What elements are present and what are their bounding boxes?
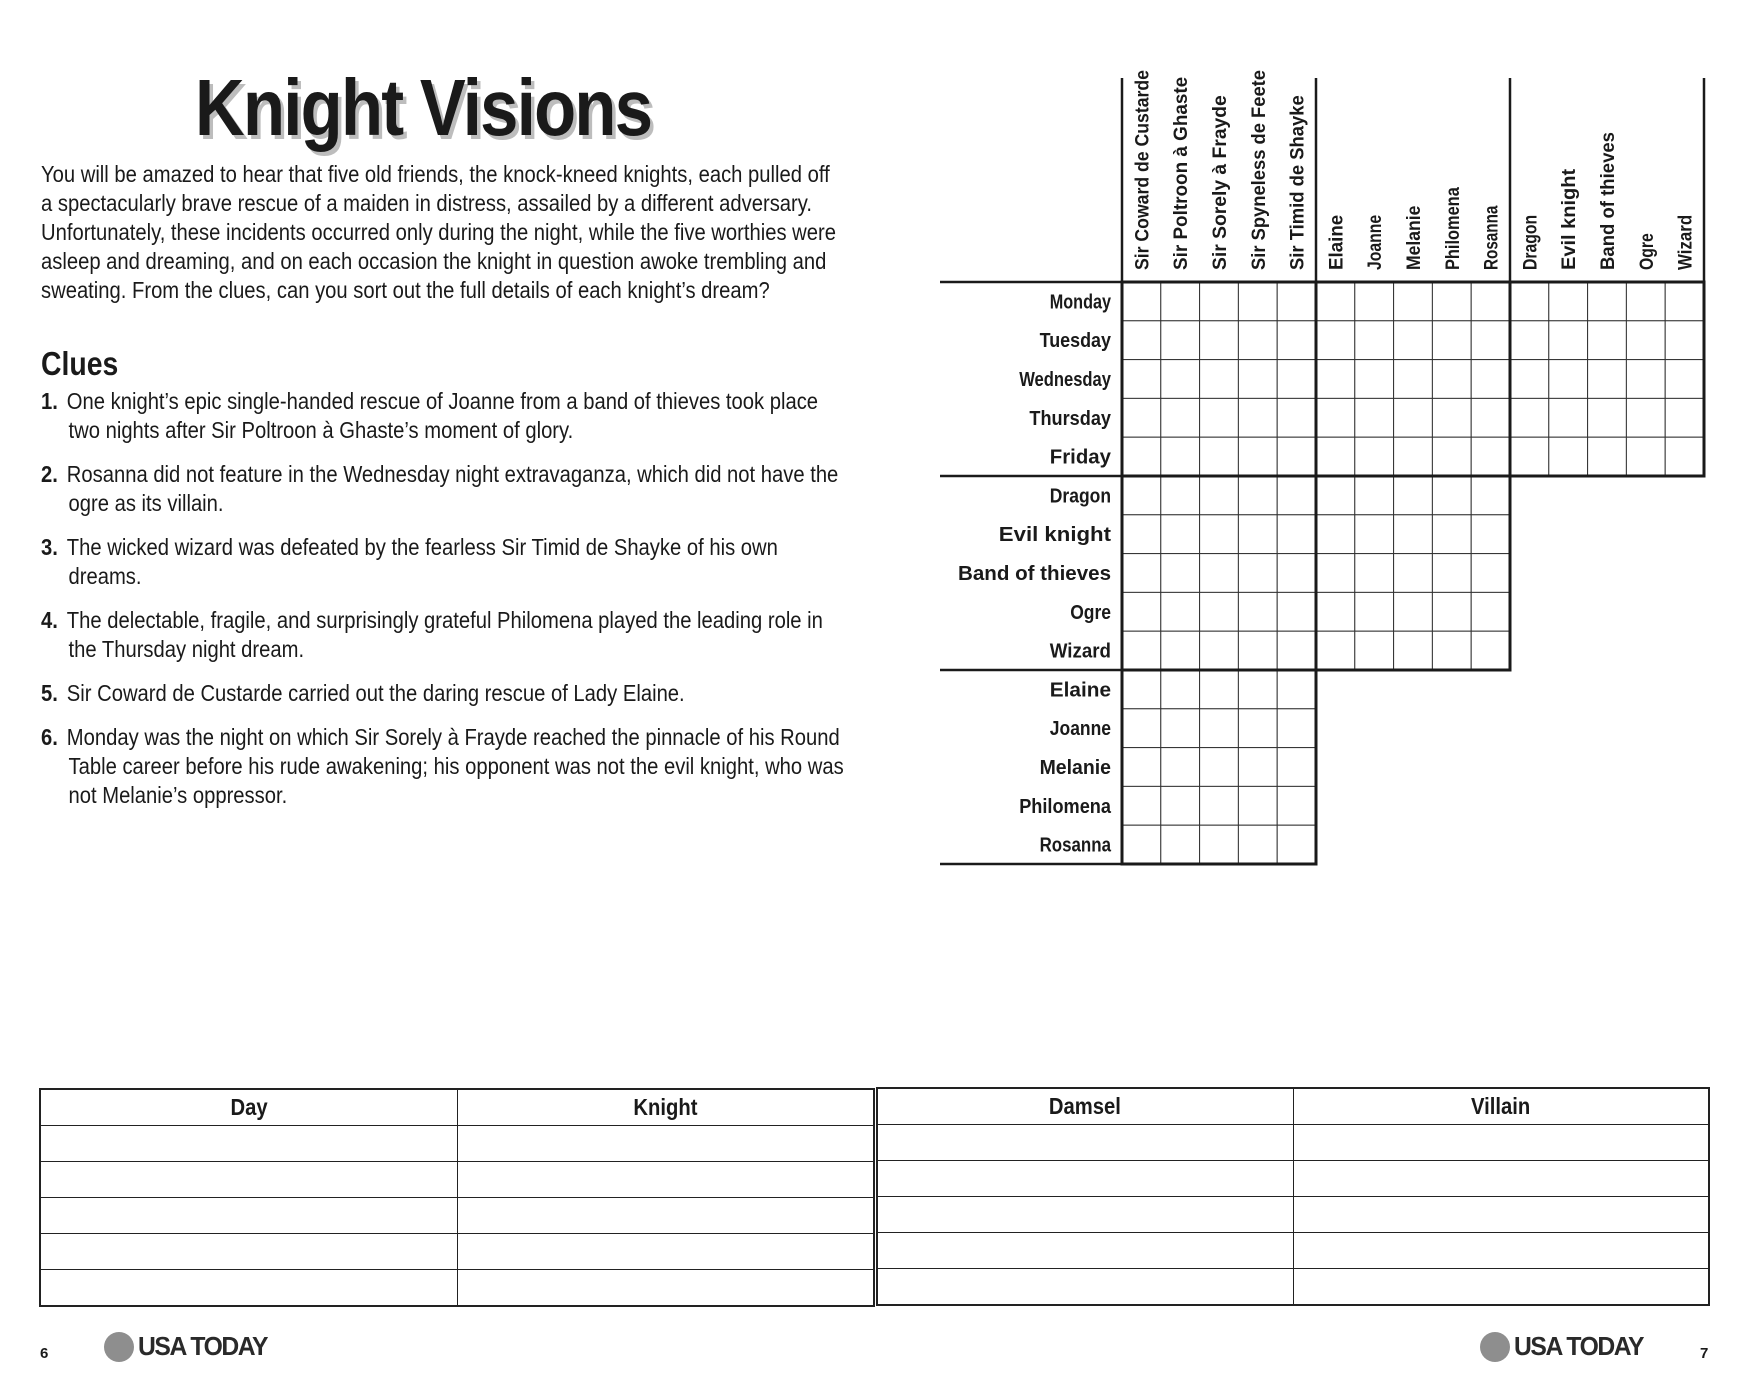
- grid-cell[interactable]: [1355, 592, 1394, 631]
- page-number-right: 7: [1700, 1345, 1709, 1362]
- grid-cell[interactable]: [1200, 360, 1239, 399]
- grid-cell[interactable]: [1277, 709, 1316, 748]
- grid-cell[interactable]: [1200, 321, 1239, 360]
- row-label: Evil knight: [998, 524, 1112, 547]
- grid-cell[interactable]: [1626, 360, 1665, 399]
- answer-cell[interactable]: [457, 1234, 874, 1270]
- grid-cell[interactable]: [1238, 360, 1277, 399]
- clue-text: The wicked wizard was defeated by the fearless Sir Timid de Shayke of his own dreams.: [66, 534, 778, 589]
- grid-cell[interactable]: [1122, 398, 1161, 437]
- grid-cell[interactable]: [1355, 282, 1394, 321]
- grid-cell[interactable]: [1588, 398, 1627, 437]
- grid-cell[interactable]: [1277, 476, 1316, 515]
- answer-cell[interactable]: [877, 1197, 1293, 1233]
- grid-cell[interactable]: [1432, 592, 1471, 631]
- grid-cell[interactable]: [1316, 554, 1355, 593]
- grid-cell[interactable]: [1471, 282, 1510, 321]
- grid-cell[interactable]: [1161, 515, 1200, 554]
- grid-cell[interactable]: [1161, 825, 1200, 864]
- grid-cell[interactable]: [1200, 282, 1239, 321]
- grid-cell[interactable]: [1277, 321, 1316, 360]
- row-label: Melanie: [1039, 757, 1111, 779]
- grid-cell[interactable]: [1316, 631, 1355, 670]
- grid-cell[interactable]: [1665, 398, 1704, 437]
- grid-cell[interactable]: [1432, 282, 1471, 321]
- grid-cell[interactable]: [1238, 748, 1277, 787]
- grid-cell[interactable]: [1626, 398, 1665, 437]
- grid-cell[interactable]: [1626, 282, 1665, 321]
- row-label: Friday: [1049, 446, 1112, 469]
- answer-cell[interactable]: [877, 1125, 1293, 1161]
- grid-cell[interactable]: [1200, 592, 1239, 631]
- puzzle-title: Knight Visions: [195, 63, 652, 152]
- grid-cell[interactable]: [1665, 437, 1704, 476]
- column-label: Rosanna: [1481, 189, 1503, 270]
- answer-cell[interactable]: [1293, 1197, 1709, 1233]
- grid-cell[interactable]: [1432, 515, 1471, 554]
- grid-cell[interactable]: [1588, 321, 1627, 360]
- grid-cell[interactable]: [1277, 554, 1316, 593]
- answer-cell[interactable]: [40, 1234, 457, 1270]
- grid-cell[interactable]: [1549, 282, 1588, 321]
- grid-cell[interactable]: [1161, 786, 1200, 825]
- answer-cell[interactable]: [1293, 1233, 1709, 1269]
- grid-cell[interactable]: [1471, 515, 1510, 554]
- answer-row: [40, 1162, 874, 1198]
- clue-text: The delectable, fragile, and surprisingly grateful Philomena played the leading role in the Thursday night dream.: [66, 607, 823, 662]
- row-label: Elaine: [1049, 679, 1111, 702]
- grid-cell[interactable]: [1394, 282, 1433, 321]
- answer-cell[interactable]: [457, 1126, 874, 1162]
- answer-row: [877, 1197, 1709, 1233]
- grid-cell[interactable]: [1122, 709, 1161, 748]
- row-label: Tuesday: [1039, 330, 1112, 353]
- header-villain: Villain: [1293, 1088, 1709, 1125]
- grid-cell[interactable]: [1238, 515, 1277, 554]
- grid-cell[interactable]: [1277, 786, 1316, 825]
- brand-wordmark: USA TODAY: [1514, 1331, 1644, 1361]
- grid-cell[interactable]: [1161, 360, 1200, 399]
- row-label: Rosanna: [1039, 834, 1112, 857]
- grid-cell[interactable]: [1122, 515, 1161, 554]
- answer-cell[interactable]: [457, 1162, 874, 1198]
- grid-cell[interactable]: [1161, 631, 1200, 670]
- grid-cell[interactable]: [1471, 437, 1510, 476]
- grid-cell[interactable]: [1626, 321, 1665, 360]
- grid-cell[interactable]: [1471, 554, 1510, 593]
- page-number-left: 6: [40, 1345, 49, 1362]
- grid-cell[interactable]: [1355, 360, 1394, 399]
- answer-table-right: [876, 1087, 1710, 1306]
- clue-text: Monday was the night on which Sir Sorely à Frayde reached the pinnacle of his Round Table career before his rude awakening; his opponent was not the evil knight, who was not Melanie’s oppressor.: [66, 724, 844, 808]
- grid-cell[interactable]: [1161, 398, 1200, 437]
- grid-cell[interactable]: [1277, 825, 1316, 864]
- grid-cell[interactable]: [1277, 592, 1316, 631]
- grid-cell[interactable]: [1277, 437, 1316, 476]
- grid-cell[interactable]: [1432, 554, 1471, 593]
- grid-cell[interactable]: [1355, 437, 1394, 476]
- grid-cell[interactable]: [1238, 476, 1277, 515]
- answer-cell[interactable]: [877, 1233, 1293, 1269]
- row-label: Dragon: [1049, 485, 1111, 508]
- grid-cell[interactable]: [1510, 282, 1549, 321]
- answer-row: [40, 1234, 874, 1270]
- answer-cell[interactable]: [40, 1162, 457, 1198]
- column-label: Evil knight: [1559, 173, 1581, 270]
- column-label: Sir Sorely à Frayde: [1210, 97, 1231, 270]
- grid-cell[interactable]: [1200, 670, 1239, 709]
- grid-cell[interactable]: [1355, 476, 1394, 515]
- clue-number: 1.: [41, 388, 58, 414]
- grid-cell[interactable]: [1626, 437, 1665, 476]
- grid-cell[interactable]: [1316, 437, 1355, 476]
- grid-cell[interactable]: [1200, 398, 1239, 437]
- grid-cell[interactable]: [1200, 786, 1239, 825]
- column-label: Band of thieves: [1598, 128, 1619, 270]
- grid-cell[interactable]: [1161, 554, 1200, 593]
- grid-cell[interactable]: [1238, 709, 1277, 748]
- grid-cell[interactable]: [1200, 554, 1239, 593]
- grid-cell[interactable]: [1316, 398, 1355, 437]
- grid-cell[interactable]: [1122, 437, 1161, 476]
- grid-cell[interactable]: [1122, 786, 1161, 825]
- clue-text: One knight’s epic single-handed rescue of Joanne from a band of thieves took place two nights after Sir Poltroon à Ghaste’s moment of glory.: [66, 388, 819, 443]
- answer-cell[interactable]: [1293, 1161, 1709, 1197]
- column-label: Ogre: [1636, 225, 1658, 270]
- grid-cell[interactable]: [1277, 670, 1316, 709]
- grid-cell[interactable]: [1277, 398, 1316, 437]
- answer-cell[interactable]: [457, 1270, 874, 1307]
- grid-cell[interactable]: [1510, 321, 1549, 360]
- grid-cell[interactable]: [1161, 321, 1200, 360]
- answer-table-left: [39, 1088, 875, 1307]
- grid-cell[interactable]: [1238, 554, 1277, 593]
- grid-cell[interactable]: [1549, 321, 1588, 360]
- grid-cell[interactable]: [1394, 515, 1433, 554]
- answer-cell[interactable]: [1293, 1269, 1709, 1306]
- clue-text: Sir Coward de Custarde carried out the daring rescue of Lady Elaine.: [66, 680, 685, 706]
- grid-cell[interactable]: [1238, 592, 1277, 631]
- grid-cell[interactable]: [1277, 282, 1316, 321]
- grid-cell[interactable]: [1510, 360, 1549, 399]
- grid-cell[interactable]: [1471, 631, 1510, 670]
- answer-row: [40, 1126, 874, 1162]
- grid-cell[interactable]: [1277, 515, 1316, 554]
- grid-cell[interactable]: [1161, 709, 1200, 748]
- grid-cell[interactable]: [1355, 398, 1394, 437]
- grid-cell[interactable]: [1122, 825, 1161, 864]
- grid-cell[interactable]: [1549, 360, 1588, 399]
- row-label: Thursday: [1029, 407, 1112, 430]
- grid-cell[interactable]: [1122, 476, 1161, 515]
- grid-cell[interactable]: [1432, 398, 1471, 437]
- grid-cell[interactable]: [1471, 592, 1510, 631]
- grid-cell[interactable]: [1200, 515, 1239, 554]
- grid-cell[interactable]: [1200, 437, 1239, 476]
- grid-cell[interactable]: [1316, 592, 1355, 631]
- grid-cell[interactable]: [1394, 360, 1433, 399]
- column-label: Joanne: [1365, 203, 1387, 270]
- grid-cell[interactable]: [1394, 592, 1433, 631]
- grid-cell[interactable]: [1549, 437, 1588, 476]
- grid-cell[interactable]: [1394, 321, 1433, 360]
- clue-text: Rosanna did not feature in the Wednesday night extravaganza, which did not have the ogre as its villain.: [66, 461, 839, 516]
- grid-cell[interactable]: [1122, 670, 1161, 709]
- grid-cell[interactable]: [1238, 321, 1277, 360]
- answer-row: [877, 1269, 1709, 1306]
- grid-cell[interactable]: [1161, 670, 1200, 709]
- grid-cell[interactable]: [1122, 321, 1161, 360]
- grid-cell[interactable]: [1238, 398, 1277, 437]
- grid-cell[interactable]: [1355, 554, 1394, 593]
- row-label: Monday: [1049, 291, 1112, 314]
- brand-logo-left: [104, 1331, 274, 1362]
- grid-cell[interactable]: [1122, 748, 1161, 787]
- grid-cell[interactable]: [1161, 748, 1200, 787]
- grid-cell[interactable]: [1122, 360, 1161, 399]
- grid-cell[interactable]: [1122, 282, 1161, 321]
- grid-cell[interactable]: [1161, 476, 1200, 515]
- grid-cell[interactable]: [1200, 476, 1239, 515]
- grid-cell[interactable]: [1510, 398, 1549, 437]
- header-knight: Knight: [457, 1089, 874, 1126]
- column-label: Philomena: [1442, 173, 1464, 270]
- grid-cell[interactable]: [1200, 748, 1239, 787]
- grid-cell[interactable]: [1122, 554, 1161, 593]
- grid-cell[interactable]: [1200, 631, 1239, 670]
- grid-cell[interactable]: [1588, 437, 1627, 476]
- grid-cell[interactable]: [1238, 631, 1277, 670]
- intro-paragraph: You will be amazed to hear that five old friends, the knock-kneed knights, each pulled off a spectacularly brave rescue of a maiden in distress, assailed by a different adversary. Unfortunately, these incidents occurred only during the night, while the five worthies were asleep and dreaming, and on each occasion the knight in question awoke trembling and sweating. From the clues, can you sort out the full details of each knight’s dream?: [41, 161, 836, 303]
- grid-cell[interactable]: [1161, 437, 1200, 476]
- answer-cell[interactable]: [1293, 1125, 1709, 1161]
- grid-cell[interactable]: [1161, 282, 1200, 321]
- header-day: Day: [40, 1089, 457, 1126]
- grid-cell[interactable]: [1665, 282, 1704, 321]
- grid-cell[interactable]: [1432, 476, 1471, 515]
- answer-row: [877, 1233, 1709, 1269]
- grid-cell[interactable]: [1316, 360, 1355, 399]
- grid-cell[interactable]: [1355, 631, 1394, 670]
- grid-cell[interactable]: [1277, 748, 1316, 787]
- grid-cell[interactable]: [1277, 631, 1316, 670]
- column-label: Sir Coward de Custarde: [1132, 54, 1154, 270]
- grid-cell[interactable]: [1394, 476, 1433, 515]
- brand-circle-icon: [104, 1332, 134, 1362]
- grid-cell[interactable]: [1665, 321, 1704, 360]
- answer-row: [877, 1161, 1709, 1197]
- grid-cell[interactable]: [1355, 321, 1394, 360]
- column-label: Wizard: [1675, 207, 1697, 270]
- grid-cell[interactable]: [1432, 437, 1471, 476]
- brand-wordmark: USA TODAY: [138, 1331, 268, 1361]
- answer-cell[interactable]: [40, 1198, 457, 1234]
- grid-cell[interactable]: [1394, 398, 1433, 437]
- column-label: Sir Spyneless de Feete: [1248, 63, 1270, 270]
- grid-cell[interactable]: [1316, 321, 1355, 360]
- column-label: Elaine: [1326, 214, 1348, 270]
- row-label: Wizard: [1049, 640, 1111, 663]
- column-label: Melanie: [1404, 200, 1425, 270]
- clue-number: 5.: [41, 680, 58, 706]
- grid-cell[interactable]: [1316, 282, 1355, 321]
- grid-cell[interactable]: [1665, 360, 1704, 399]
- grid-cell[interactable]: [1471, 360, 1510, 399]
- grid-cell[interactable]: [1471, 321, 1510, 360]
- grid-cell[interactable]: [1588, 360, 1627, 399]
- grid-cell[interactable]: [1238, 437, 1277, 476]
- grid-cell[interactable]: [1394, 437, 1433, 476]
- answer-cell[interactable]: [40, 1126, 457, 1162]
- grid-cell[interactable]: [1238, 786, 1277, 825]
- grid-cell[interactable]: [1122, 592, 1161, 631]
- grid-cell[interactable]: [1277, 360, 1316, 399]
- grid-cell[interactable]: [1161, 592, 1200, 631]
- row-label: Joanne: [1049, 718, 1111, 741]
- grid-cell[interactable]: [1238, 825, 1277, 864]
- answer-cell[interactable]: [877, 1161, 1293, 1197]
- answer-cell[interactable]: [457, 1198, 874, 1234]
- grid-cell[interactable]: [1510, 437, 1549, 476]
- answer-cell[interactable]: [877, 1269, 1293, 1306]
- row-label: Wednesday: [1019, 369, 1112, 391]
- grid-cell[interactable]: [1432, 360, 1471, 399]
- grid-cell[interactable]: [1394, 554, 1433, 593]
- row-label: Band of thieves: [958, 563, 1111, 585]
- clues-heading: Clues: [41, 345, 119, 382]
- grid-cell[interactable]: [1394, 631, 1433, 670]
- grid-cell[interactable]: [1200, 709, 1239, 748]
- brand-circle-icon: [1480, 1332, 1510, 1362]
- grid-cell[interactable]: [1471, 398, 1510, 437]
- answer-row: [40, 1270, 874, 1307]
- row-label: Philomena: [1019, 795, 1112, 818]
- grid-cell[interactable]: [1238, 282, 1277, 321]
- grid-cell[interactable]: [1122, 631, 1161, 670]
- column-label: Sir Timid de Shayke: [1287, 89, 1309, 270]
- grid-cell[interactable]: [1200, 825, 1239, 864]
- column-label: Sir Poltroon à Ghaste: [1171, 75, 1193, 270]
- clue-number: 2.: [41, 461, 58, 487]
- grid-cell[interactable]: [1316, 515, 1355, 554]
- grid-cell[interactable]: [1588, 282, 1627, 321]
- row-label: Ogre: [1070, 601, 1111, 624]
- grid-cell[interactable]: [1549, 398, 1588, 437]
- answer-cell[interactable]: [40, 1270, 457, 1307]
- grid-cell[interactable]: [1471, 476, 1510, 515]
- clue-number: 6.: [41, 724, 58, 750]
- grid-cell[interactable]: [1432, 321, 1471, 360]
- grid-cell[interactable]: [1238, 670, 1277, 709]
- column-label: Dragon: [1520, 203, 1542, 270]
- clue-number: 3.: [41, 534, 58, 560]
- brand-logo-right: [1480, 1331, 1650, 1362]
- grid-cell[interactable]: [1316, 476, 1355, 515]
- header-damsel: Damsel: [877, 1088, 1293, 1125]
- grid-cell[interactable]: [1432, 631, 1471, 670]
- grid-cell[interactable]: [1355, 515, 1394, 554]
- clue-number: 4.: [41, 607, 58, 633]
- answer-row: [40, 1198, 874, 1234]
- answer-row: [877, 1125, 1709, 1161]
